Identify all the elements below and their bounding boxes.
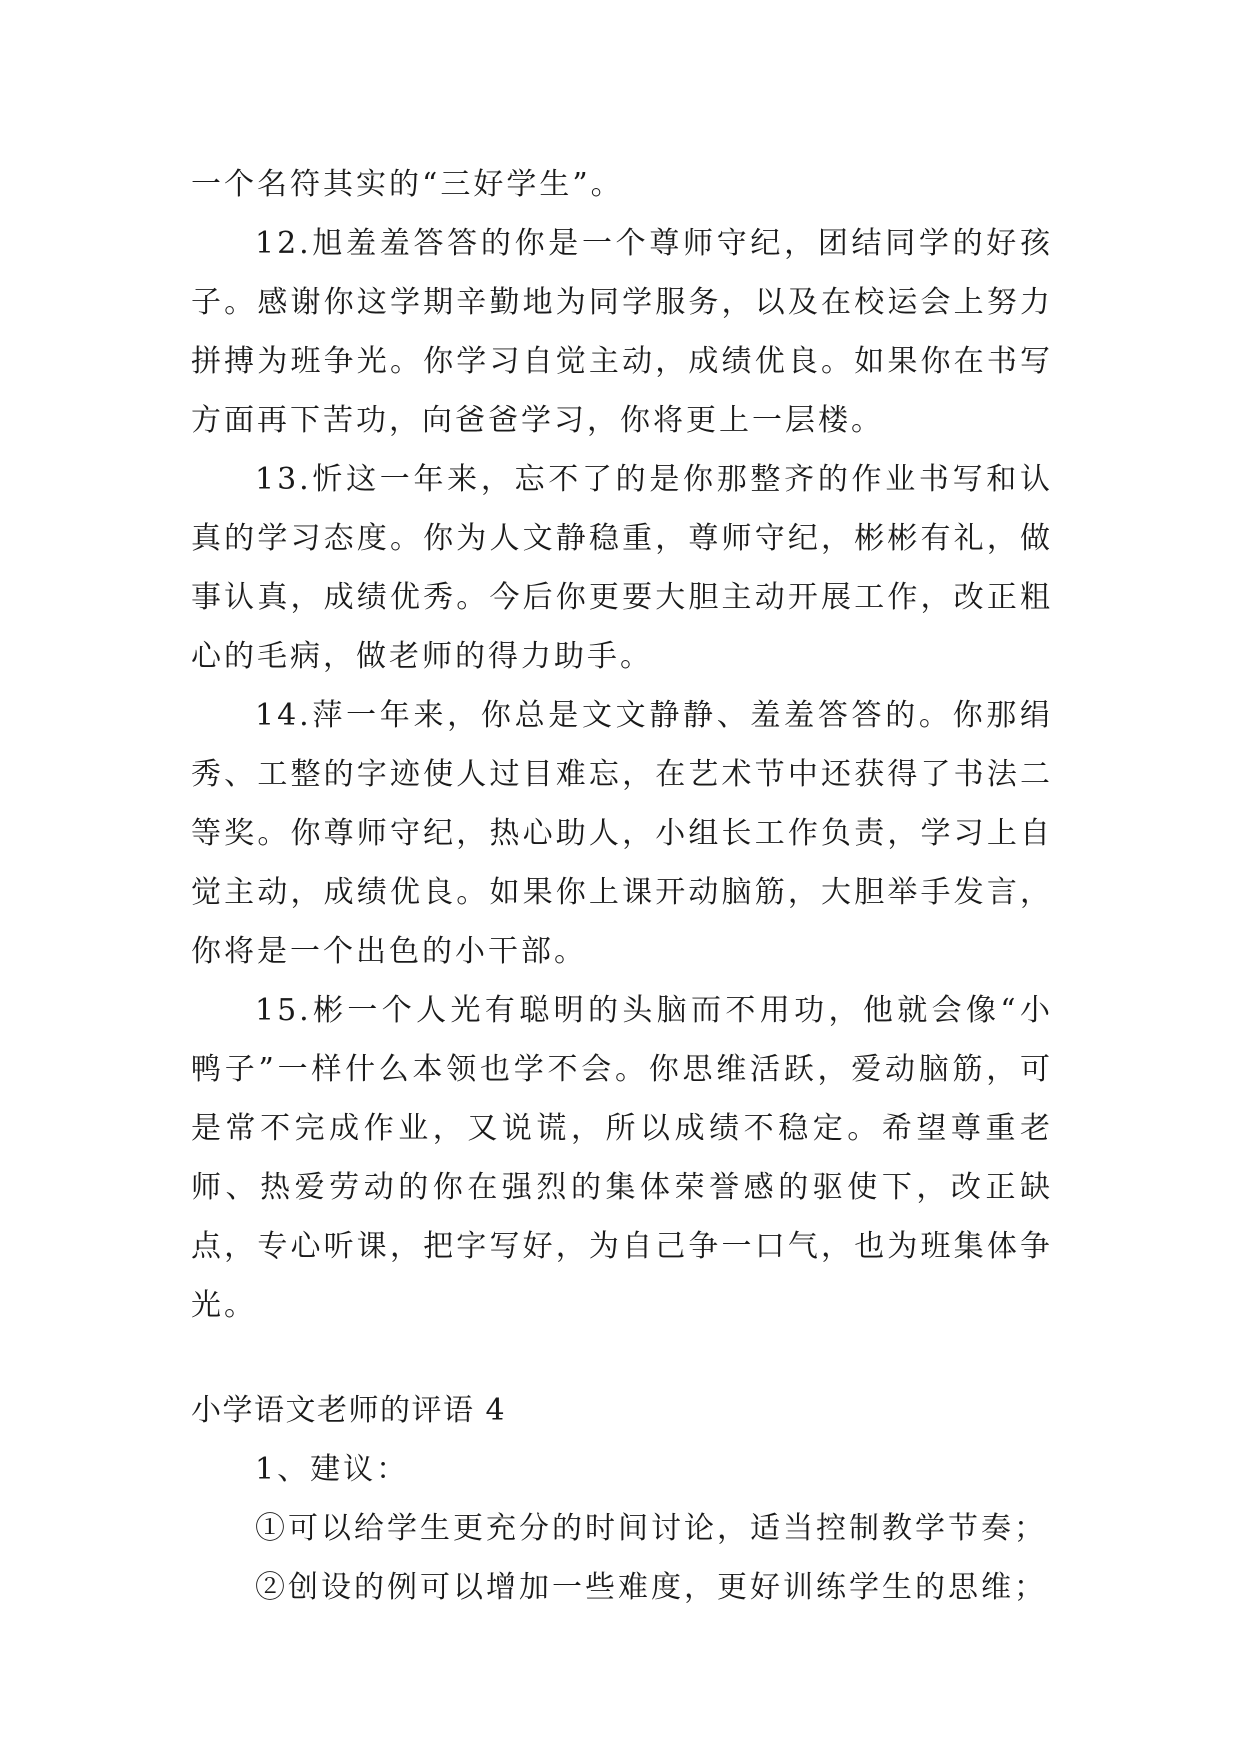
paragraph-continuation: 一个名符其实的“三好学生”。 (191, 167, 624, 202)
paragraph-comment-13: 13.忻这一年来，忘不了的是你那整齐的作业书写和认真的学习态度。你为人文静稳重，尊师守纪，彬彬有礼，做事认真，成绩优秀。今后你更要大胆主动开展工作，改正粗心的毛病，做老师的得力助手。 (191, 462, 1053, 674)
paragraph-comment-15: 15.彬一个人光有聪明的头脑而不用功，他就会像“小鸭子”一样什么本领也学不会。你思维活跃，爱动脑筋，可是常不完成作业，又说谎，所以成绩不稳定。希望尊重老师、热爱劳动的你在强烈的集体荣誉感的驱使下，改正缺点，专心听课，把字写好，为自己争一口气，也为班集体争光。 (191, 993, 1053, 1323)
paragraph-comment-14: 14.萍一年来，你总是文文静静、羞羞答答的。你那绢秀、工整的字迹使人过目难忘，在艺术节中还获得了书法二等奖。你尊师守纪，热心助人，小组长工作负责，学习上自觉主动，成绩优良。如果你上课开动脑筋，大胆举手发言，你将是一个出色的小干部。 (191, 698, 1053, 969)
suggestion-item-2: ②创设的例可以增加一些难度，更好训练学生的思维； (255, 1570, 1047, 1605)
suggestion-item-1: ①可以给学生更充分的时间讨论，适当控制教学节奏； (255, 1511, 1047, 1546)
suggestion-label: 1、建议： (255, 1452, 410, 1487)
document-body (191, 155, 1053, 1617)
paragraph-comment-12: 12.旭羞羞答答的你是一个尊师守纪，团结同学的好孩子。感谢你这学期辛勤地为同学服务，以及在校运会上努力拼搏为班争光。你学习自觉主动，成绩优良。如果你在书写方面再下苦功，向爸爸学习，你将更上一层楼。 (191, 226, 1053, 438)
section-title: 小学语文老师的评语 4 (191, 1393, 507, 1428)
